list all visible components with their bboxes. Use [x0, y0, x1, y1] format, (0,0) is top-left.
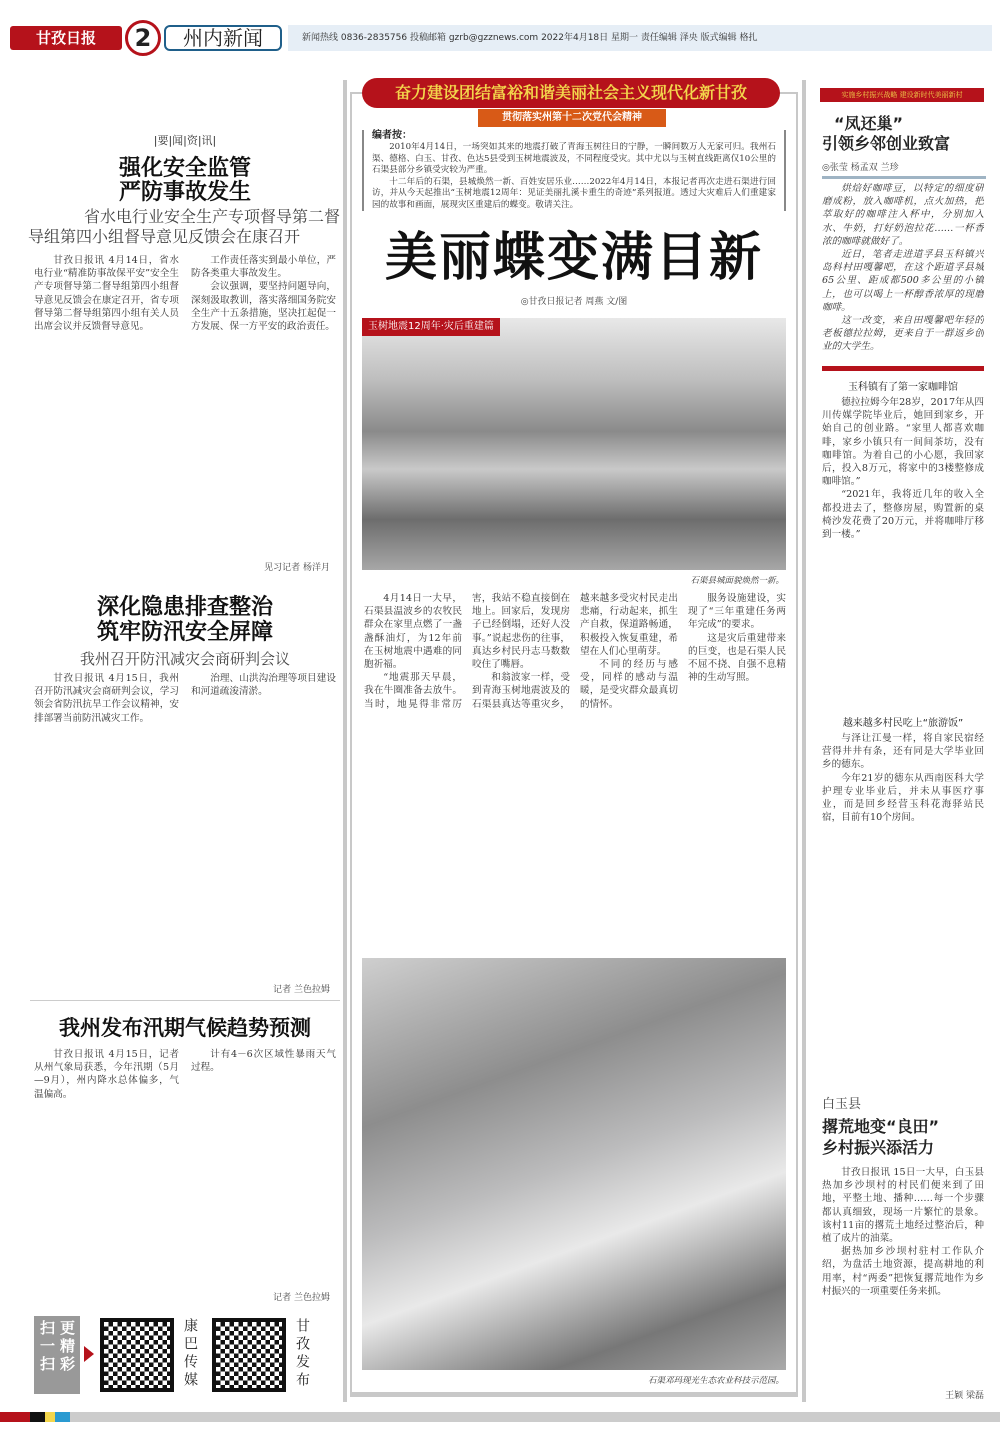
paragraph: 工作责任落实到最小单位，严防各类重大事故发生。 — [191, 255, 336, 280]
column-divider — [802, 80, 806, 1402]
paragraph: 2010年4月14日，一场突如其来的地震打破了青海玉树往日的宁静，一瞬间数万人无家可归。我州石渠、德格、白玉、甘孜、色达5县受到玉树地震波及，不同程度受灾。其中尤以与玉树直线距离仅10公里的石渠县部分乡镇受灾较为严重。 — [372, 142, 776, 175]
red-divider — [822, 366, 984, 371]
main-headline: 美丽蝶变满目新 — [384, 228, 763, 288]
rural-banner: 实施乡村振兴战略 建设新时代美丽新村 — [820, 88, 984, 102]
paragraph: 德拉拉姆今年28岁，2017年从四川传媒学院毕业后，她回到家乡，开始自己的创业路。“家里人都喜欢咖啡，家乡小镇只有一间间茶坊，没有咖啡馆。为着自己的小心愿，我回家后，投入8万元，将家中的3楼整修成咖啡馆。” — [822, 397, 984, 488]
paragraph: 十二年后的石渠，县城焕然一新、百姓安居乐业……2022年4月14日，本报记者再次走进石渠进行回访，并从今天起推出“玉树地震12周年：见证美丽扎溪卡重生的奇迹”系列报道。透过大灾难后人们重建家园的故事和画面，展现灾区重建后的蝶变。敬请关注。 — [372, 176, 776, 210]
headline-line: 深化隐患排查整治 — [96, 595, 273, 620]
section-name: 州内新闻 — [164, 25, 282, 51]
article-body — [822, 396, 984, 708]
column-divider — [343, 80, 347, 1402]
article-subtitle: 省水电行业安全生产专项督导第二督导组第四小组督导意见反馈会在康召开 — [28, 207, 341, 246]
section-tag: |要|闻|资|讯| — [153, 134, 217, 147]
article-body — [364, 592, 786, 952]
qr-strip — [34, 1312, 334, 1398]
paragraph: 和翁波家一样，受到青海玉树地震波及的石渠县真达等重灾乡，越来越多受灾村民走出悲痛，行动起来，抓生产自救，保道路畅通，积极投入恢复重建，希望在人们心里萌芽。 — [472, 593, 678, 710]
headline-line: 筑牢防汛安全屏障 — [96, 620, 273, 645]
theme-banner: 奋力建设团结富裕和谐美丽社会主义现代化新甘孜 — [362, 78, 780, 108]
byline: ◎张莹 杨孟双 兰珍 — [822, 160, 986, 179]
paragraph: 服务设施建设，实现了“三年重建任务两年完成”的要求。 — [688, 593, 786, 631]
photo-agri-park — [362, 958, 786, 1370]
headline-line: 乡村振兴添活力 — [822, 1138, 935, 1157]
headline-line: “凤还巢” — [834, 114, 904, 133]
article-headline — [30, 157, 340, 205]
paragraph: 这是灾后重建带来的巨变，也是石渠人民不屈不挠、自强不息精神的生动写照。 — [688, 632, 786, 684]
qr-code-kangba[interactable] — [100, 1318, 174, 1392]
article-headline: 我州发布汛期气候趋势预测 — [59, 1016, 311, 1040]
byline: ◎甘孜日报记者 周燕 文/图 — [520, 297, 628, 307]
scan-label — [34, 1316, 80, 1394]
scan-text: 扫一扫 — [38, 1320, 56, 1374]
article-body — [34, 672, 336, 977]
headline-line: 强化安全监管 — [118, 156, 251, 181]
editor-note — [362, 130, 786, 211]
qr-code-ganzi[interactable] — [212, 1318, 286, 1392]
page-number: 2 — [125, 20, 161, 56]
paragraph: 与泽让江曼一样，将自家民宿经营得井井有条，还有同是大学毕业回乡的德东。 — [822, 733, 984, 771]
byline: 记者 兰色拉姆 — [273, 1293, 330, 1303]
paragraph: 不同的经历与感受，同样的感动与温暖，是受灾群众最真切的情怀。 — [580, 659, 678, 710]
paragraph: 据热加乡沙坝村驻村工作队介绍，为盘活土地资源，提高耕地的利用率，村“两委”把恢复撂荒地作为乡村振兴的一项重要任务来抓。 — [822, 1246, 984, 1297]
photo-tag: 玉树地震12周年·灾后重建篇 — [362, 318, 500, 336]
editor-note-body — [372, 142, 776, 211]
arrow-icon — [84, 1346, 94, 1362]
article-body — [822, 1166, 984, 1384]
headline-line: 严防事故发生 — [118, 180, 251, 205]
article-body — [34, 1048, 336, 1288]
paragraph: 甘孜日报讯 4月15日，记者从州气象局获悉，今年汛期（5月—9月），州内降水总体偏多，气温偏高。 — [34, 1049, 179, 1100]
masthead-info: 新闻热线 0836-2835756 投稿邮箱 gzrb@gzznews.com 2022年4月18日 星期一 责任编辑 泽央 版式编辑 格扎 — [288, 25, 992, 51]
paragraph: 治理、山洪沟治理等项目建设和河道疏浚清淤。 — [191, 673, 336, 698]
section-subhead: 玉科镇有了第一家咖啡馆 — [848, 382, 958, 393]
theme-subbanner: 贯彻落实州第十二次党代会精神 — [478, 109, 666, 127]
paragraph: 会议强调，要坚持问题导向，深刻汲取教训，落实落细国务院安全生产十五条措施，坚决扛起促一方发展、保一方平安的政治责任。 — [191, 281, 336, 333]
photo-shiqu-county — [362, 318, 786, 570]
paragraph: 烘焙好咖啡豆，以特定的细度研磨成粉，放入咖啡机，点火加热，把萃取好的咖啡注入杯中，分别加入水、牛奶，打好奶泡拉花……一杯香浓的咖啡就做好了。 — [822, 183, 984, 247]
article-kicker: 白玉县 — [822, 1097, 862, 1112]
article-body — [822, 732, 984, 1092]
paragraph: “2021年，我将近几年的收入全都投进去了，整修房屋，购置新的桌椅沙发花费了20万元，并将咖啡厅移到一楼。” — [822, 489, 984, 541]
editor-note-label: 编者按： — [372, 130, 412, 141]
byline: 记者 兰色拉姆 — [273, 985, 330, 995]
qr-label: 康巴传媒 — [182, 1318, 198, 1390]
qr-label: 甘孜发布 — [294, 1318, 310, 1390]
print-color-bar — [0, 1412, 1000, 1422]
photo-caption: 石渠县城面貌焕然一新。 — [690, 576, 784, 586]
paragraph: 计有4－6次区域性暴雨天气过程。 — [191, 1049, 336, 1074]
byline: 王颖 梁磊 — [945, 1391, 984, 1401]
paragraph: 4月14日一大早，石渠县温波乡的农牧民群众在家里点燃了一盏盏酥油灯，为12年前在玉树地震中遇难的同胞祈福。 — [364, 593, 462, 671]
article-lead — [822, 182, 984, 362]
more-text: 更精彩 — [58, 1320, 76, 1374]
photo-caption: 石渠邓玛现光生态农业科技示范园。 — [647, 1376, 784, 1386]
masthead — [8, 22, 992, 52]
paragraph: 甘孜日报讯 4月14日，省水电行业“精准防事故保平安”安全生产专项督导第二督导组第四小组督导意见反馈会在康定召开，省专项督导第二督导组第四小组有关人员出席会议并反馈督导意见。 — [34, 255, 179, 333]
headline-line: 撂荒地变“良田” — [822, 1117, 940, 1136]
paragraph: 甘孜日报讯 4月15日，我州召开防汛减灾会商研判会议，学习领会省防汛抗旱工作会议精神，安排部署当前防汛减灾工作。 — [34, 673, 179, 724]
byline: 见习记者 杨洋月 — [264, 563, 330, 573]
paragraph: 这一改变，来自田嘎馨吧年轻的老板德拉拉姆，更来自于一群返乡创业的大学生。 — [822, 315, 984, 353]
paragraph: 今年21岁的德东从西南医科大学护理专业毕业后，并未从事医疗事业，而是回乡经营玉科花海驿站民宿，目前有10个房间。 — [822, 772, 984, 824]
article-headline — [30, 595, 340, 645]
article-headline — [822, 1116, 986, 1158]
paragraph: 近日，笔者走进道孚县玉科镇兴岛科村田嘎馨吧，在这个距道孚县城65公里、距成都500多公里的小镇上，也可以喝上一杯醇香浓厚的现磨咖啡。 — [822, 249, 984, 313]
section-subhead: 越来越多村民吃上“旅游饭” — [842, 718, 964, 729]
paragraph: “地震那天早晨，我在牛圈准备去放牛。当时，地晃得非常厉害，我站不稳直接倒在地上。回家后，发现房子已经倒塌，还好人没事。”说起悲伤的往事，真达乡村民丹志马数数咬住了嘴唇。 — [364, 593, 570, 710]
article-subtitle: 我州召开防汛减灾会商研判会议 — [79, 650, 290, 668]
article-body — [34, 254, 336, 554]
headline-line: 引领乡邻创业致富 — [822, 134, 951, 153]
article-headline — [822, 114, 986, 154]
divider — [30, 1000, 340, 1001]
paragraph: 甘孜日报讯 15日一大早，白玉县热加乡沙坝村的村民们便来到了田地，平整土地、播种……每一个步骤都认真细致，现场一片繁忙的景象。该村11亩的撂荒土地经过整治后，种植了成片的油菜。 — [822, 1167, 984, 1245]
newspaper-logo: 甘孜日报 — [10, 26, 122, 50]
